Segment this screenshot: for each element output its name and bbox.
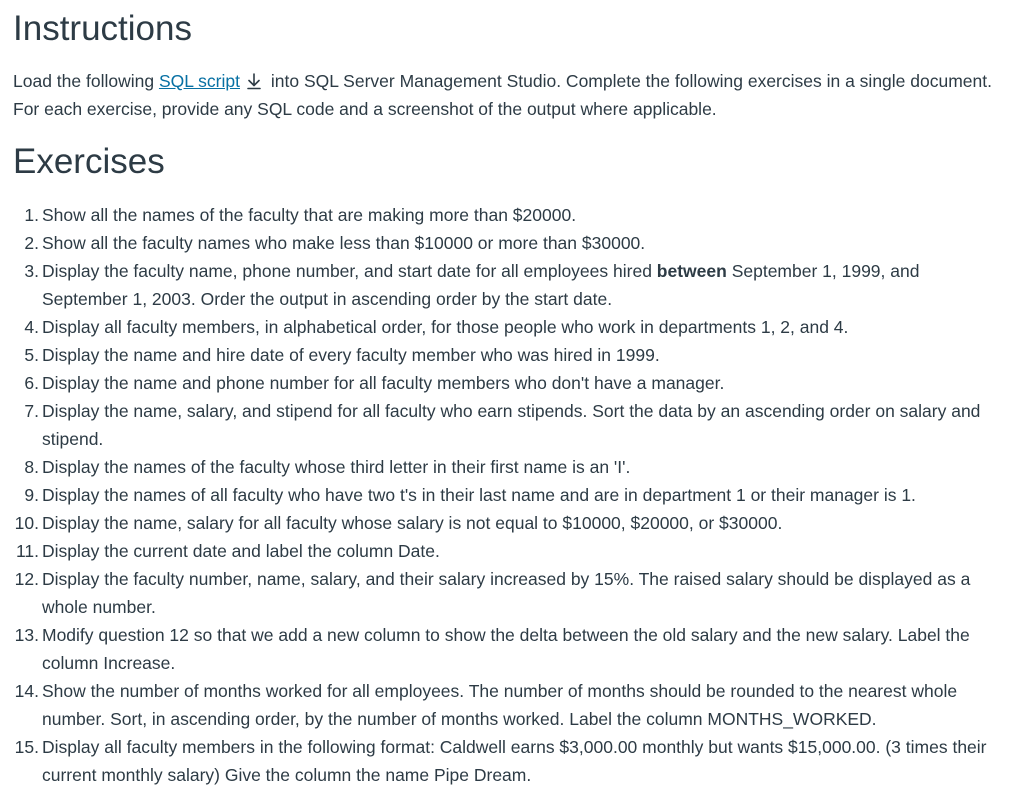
exercise-item bbox=[13, 229, 1003, 257]
exercise-item bbox=[13, 397, 1003, 453]
exercise-item bbox=[13, 733, 1003, 789]
exercise-text: Display the name and phone number for all faculty members who don't have a manager. bbox=[42, 373, 725, 393]
exercise-text: Display the name, salary, and stipend for all faculty who earn stipends. Sort the data by an ascending order on salary and stipend. bbox=[42, 401, 981, 449]
exercise-item bbox=[13, 341, 1003, 369]
exercise-number: 14. bbox=[14, 681, 39, 701]
exercise-number: 5. bbox=[24, 345, 39, 365]
exercise-text: Show all the faculty names who make less than $10000 or more than $30000. bbox=[42, 233, 646, 253]
exercise-bold-word: between bbox=[656, 261, 727, 281]
exercise-number: 13. bbox=[14, 625, 39, 645]
exercise-item bbox=[13, 537, 1003, 565]
instructions-heading: Instructions bbox=[13, 9, 192, 48]
exercise-text: Display the names of the faculty whose third letter in their first name is an 'I'. bbox=[42, 457, 631, 477]
exercise-item bbox=[13, 453, 1003, 481]
exercise-text-before: Display the faculty name, phone number, and start date for all employees hired bbox=[42, 261, 657, 281]
exercise-item bbox=[13, 313, 1003, 341]
exercise-number: 3. bbox=[24, 261, 39, 281]
exercise-number: 12. bbox=[14, 569, 39, 589]
download-icon[interactable] bbox=[244, 70, 264, 88]
exercise-number: 1. bbox=[24, 205, 39, 225]
exercise-number: 11. bbox=[15, 541, 39, 561]
exercise-text: Display all faculty members in the following format: Caldwell earns $3,000.00 monthly but wants $15,000.00. (3 times their current monthly salary) Give the column the name Pipe Dream. bbox=[42, 737, 987, 785]
exercise-text: Display the name and hire date of every faculty member who was hired in 1999. bbox=[42, 345, 660, 365]
exercise-item bbox=[13, 565, 1003, 621]
exercise-item bbox=[13, 201, 1003, 229]
exercise-number: 10. bbox=[14, 513, 39, 533]
exercise-item bbox=[13, 677, 1003, 733]
exercise-list bbox=[13, 201, 1003, 789]
exercise-item bbox=[13, 481, 1003, 509]
exercise-item bbox=[13, 257, 1003, 313]
exercise-number: 2. bbox=[24, 233, 39, 253]
exercise-number: 6. bbox=[24, 373, 39, 393]
exercises-heading: Exercises bbox=[13, 142, 165, 181]
exercise-number: 15. bbox=[14, 737, 39, 757]
exercise-text: Display the name, salary for all faculty whose salary is not equal to $10000, $20000, or $30000. bbox=[42, 513, 783, 533]
exercise-text: Show the number of months worked for all employees. The number of months should be rounded to the nearest whole number. Sort, in ascending order, by the number of months worked. Label the column MONTHS_WORKED. bbox=[42, 681, 958, 729]
exercise-number: 8. bbox=[24, 457, 39, 477]
intro-text-after-link: into SQL Server Management Studio. Complete the following exercises in a single document. For each exercise, provide any SQL code and a screenshot of the output where applicable. bbox=[13, 71, 992, 119]
sql-script-link[interactable]: SQL script bbox=[158, 71, 240, 91]
exercise-item bbox=[13, 509, 1003, 537]
exercise-text: Display the names of all faculty who have two t's in their last name and are in department 1 or their manager is 1. bbox=[42, 485, 916, 505]
intro-text-before-link: Load the following bbox=[13, 71, 159, 91]
exercise-item bbox=[13, 621, 1003, 677]
exercise-text-after: September 1, 1999, and September 1, 2003. Order the output in ascending order by the start date. bbox=[42, 261, 920, 309]
exercise-text: Show all the names of the faculty that are making more than $20000. bbox=[42, 205, 577, 225]
exercise-number: 9. bbox=[24, 485, 39, 505]
exercise-number: 4. bbox=[24, 317, 39, 337]
instructions-paragraph bbox=[13, 67, 1003, 123]
exercise-text: Display the faculty number, name, salary, and their salary increased by 15%. The raised salary should be displayed as a whole number. bbox=[42, 569, 971, 617]
exercise-item bbox=[13, 369, 1003, 397]
exercise-text: Display the current date and label the column Date. bbox=[42, 541, 440, 561]
exercise-text: Modify question 12 so that we add a new column to show the delta between the old salary and the new salary. Label the column Increase. bbox=[42, 625, 970, 673]
exercise-number: 7. bbox=[24, 401, 39, 421]
exercise-text: Display all faculty members, in alphabetical order, for those people who work in departments 1, 2, and 4. bbox=[42, 317, 849, 337]
